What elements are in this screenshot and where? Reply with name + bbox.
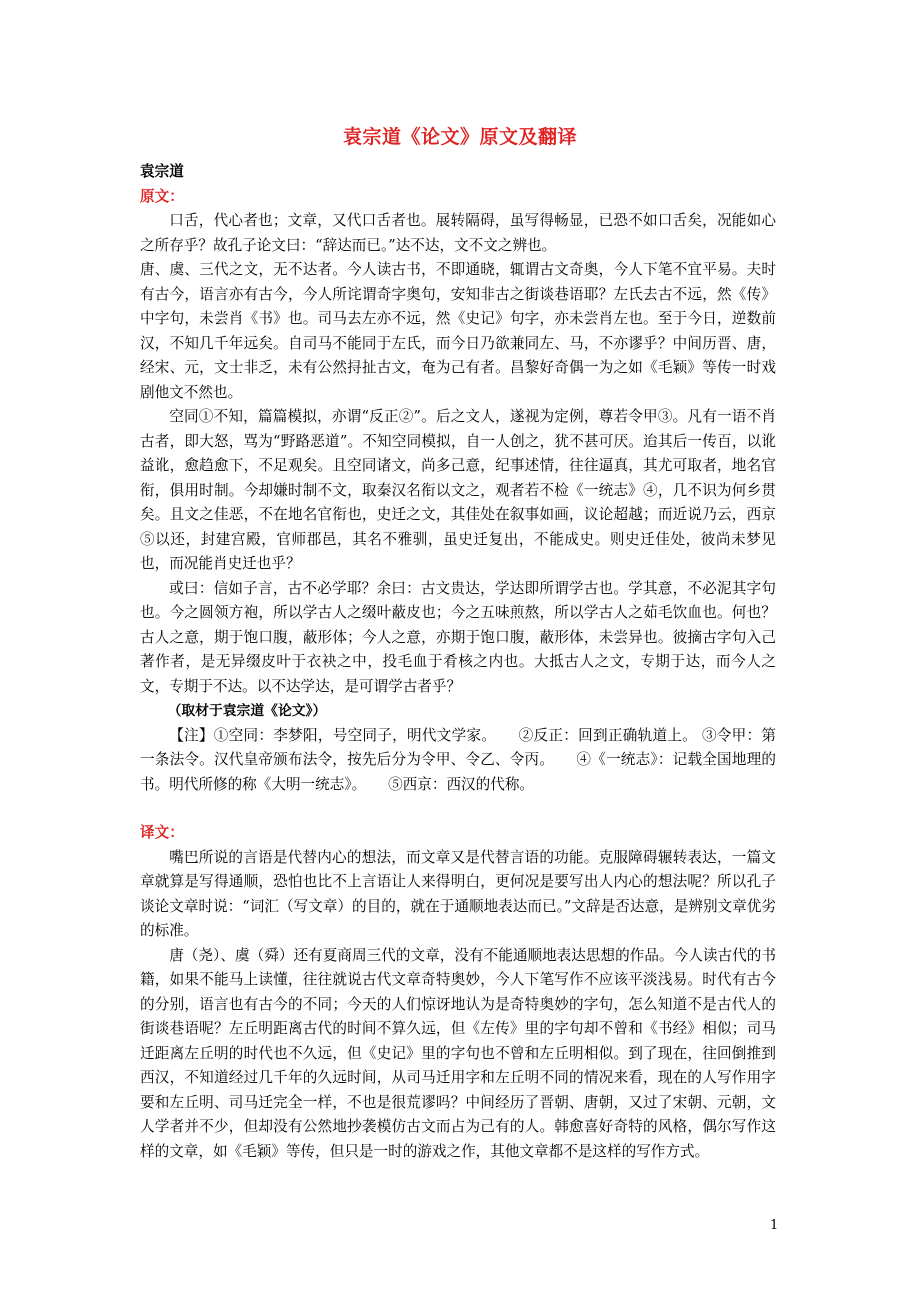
original-label: 原文： xyxy=(140,187,184,205)
translation-paragraph-1: 嘴巴所说的言语是代替内心的想法，而文章又是代替言语的功能。克服障碍辗转表达，一篇文章就算是写得通顺，恐怕也比不上言语让人来得明白，更何况是要写出人内心的想法呢？所以孔子谈论文章时说：“词汇（写文章）的目的，就在于通顺地表达而已。”文辞是否达意，是辨别文章优劣的标准。 xyxy=(140,848,776,939)
original-paragraph-2: 唐、虞、三代之文，无不达者。今人读古书，不即通晓，辄谓古文奇奥，今人下笔不宜平易。夫时有古今，语言亦有古今，今人所诧谓奇字奥句，安知非古之街谈巷语耶？左氏去古不远，然《传》中字句，未尝肖《书》也。司马去左亦不远，然《史记》句字，亦未尝肖左也。至于今日，逆数前汉，不知几千年远矣。自司马不能同于左氏，而今日乃欲兼同左、马，不亦谬乎？中间历晋、唐，经宋、元，文士非乏，未有公然挦扯古文，奄为己有者。昌黎好奇偶一为之如《毛颖》等传一时戏剧他文不然也。 xyxy=(140,261,776,401)
translation-label: 译文： xyxy=(140,824,184,841)
section-spacer xyxy=(140,797,776,821)
author-name: 袁宗道 xyxy=(140,163,184,180)
translation-paragraph-2: 唐（尧）、虞（舜）还有夏商周三代的文章，没有不能通顺地表达思想的作品。今人读古代的书籍，如果不能马上读懂，往往就说古代文章奇特奥妙，今人下笔写作不应该平淡浅易。时代有古今的分别，语言也有古今的不同；今天的人们惊讶地认为是奇特奥妙的字句，怎么知道不是古代人的街谈巷语呢？左丘明距离古代的时间不算久远，但《左传》里的字句却不曾和《书经》相似；司马迁距离左丘明的时代也不久远，但《史记》里的字句也不曾和左丘明相似。到了现在，往回倒推到西汉，不知道经过几千年的久远时间，从司马迁用字和左丘明不同的情况来看，现在的人写作用字要和左丘明、司马迁完全一样，不也是很荒谬吗？中间经历了晋朝、唐朝，又过了宋朝、元朝，文人学者并不少，但却没有公然地抄袭模仿古文而占为己有的人。韩愈喜好奇特的风格，偶尔写作这样的文章，如《毛颖》等传，但只是一时的游戏之作，其他文章都不是这样的写作方式。 xyxy=(140,946,776,1160)
original-paragraph-4: 或曰：信如子言，古不必学耶？余曰：古文贵达，学达即所谓学古也。学其意，不必泥其字句也。今之圆领方袍，所以学古人之缀叶蔽皮也；今之五味煎熬，所以学古人之茹毛饮血也。何也？古人之意，期于饱口腹，蔽形体；今人之意，亦期于饱口腹，蔽形体，未尝异也。彼摘古字句入己著作者，是无异缀皮叶于衣袂之中，投毛血于肴核之内也。大抵古人之文，专期于达，而今人之文，专期于不达。以不达学达，是可谓学古者乎？ xyxy=(140,579,776,695)
original-paragraph-3: 空同①不知，篇篇模拟，亦谓“反正②”。后之文人，遂视为定例，尊若令甲③。凡有一语不肖古者，即大怒，骂为“野路恶道”。不知空同模拟，自一人创之，犹不甚可厌。迨其后一传百，以讹益讹，愈趋愈下，不足观矣。且空同诸文，尚多己意，纪事述情，往往逼真，其尤可取者，地名官衔，俱用时制。今却嫌时制不文，取秦汉名衔以文之，观者若不检《一统志》④，几不识为何乡贯矣。且文之佳恶，不在地名官衔也，史迁之文，其佳处在叙事如画，议论超越；而近说乃云，西京⑤以还，封建宫殿，官师郡邑，其名不雅驯，虽史迁复出，不能成史。则史迁佳处，彼尚未梦见也，而况能肖史迁也乎？ xyxy=(140,408,776,572)
source-note: （取材于袁宗道《论文》） xyxy=(167,703,327,719)
page-title: 袁宗道《论文》原文及翻译 xyxy=(342,126,577,148)
document-body xyxy=(140,160,776,1164)
original-paragraph-1: 口舌，代心者也；文章，又代口舌者也。展转隔碍，虽写得畅显，已恐不如口舌矣，况能如心之所存乎？故孔子论文曰：“辞达而已。”达不达，文不文之辨也。 xyxy=(140,212,776,254)
page-number: 1 xyxy=(770,1218,779,1233)
annotation-note: 【注】①空同：李梦阳，号空同子，明代文学家。 ②反正：回到正确轨道上。 ③令甲：第一条法令。汉代皇帝颁布法令，按先后分为令甲、令乙、令丙。 ④《一统志》：记载全国地理的书。明代所修的称《大明一统志》。 ⑤西京：西汉的代称。 xyxy=(140,726,776,793)
